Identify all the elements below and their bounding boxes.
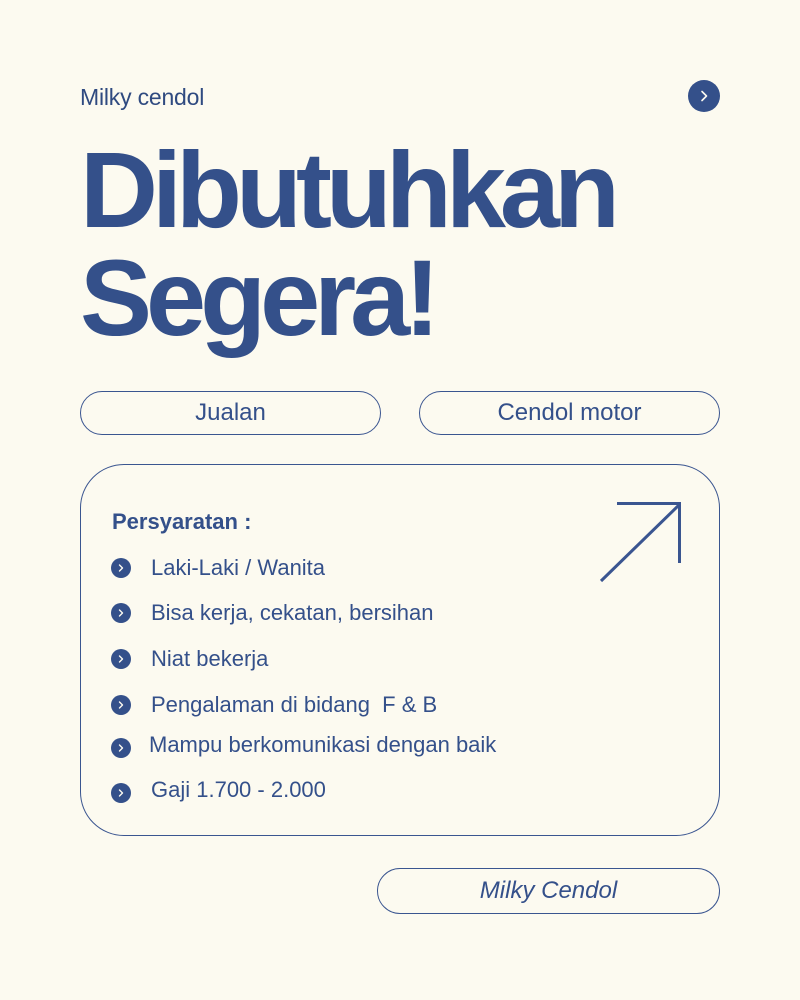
requirement-text: Mampu berkomunikasi dengan baik — [149, 732, 497, 757]
bullet-chevron-icon — [111, 649, 131, 669]
requirement-item — [111, 555, 325, 581]
requirement-text: Pengalaman di bidang F & B — [151, 692, 438, 717]
bullet-chevron-icon — [111, 603, 131, 623]
requirement-item — [111, 646, 268, 672]
requirement-text: Gaji 1.700 - 2.000 — [151, 777, 326, 802]
requirement-item — [111, 732, 496, 758]
chevron-right-icon — [697, 89, 711, 103]
tag-cendol-motor: Cendol motor — [419, 391, 720, 435]
next-button[interactable] — [688, 80, 720, 112]
requirements-title: Persyaratan : — [112, 509, 252, 534]
bullet-chevron-icon — [111, 695, 131, 715]
headline-line-1: Dibutuhkan — [80, 129, 614, 250]
bullet-chevron-icon — [111, 738, 131, 758]
brand-name: Milky cendol — [80, 84, 205, 110]
requirement-text: Niat bekerja — [151, 646, 269, 671]
headline — [80, 129, 614, 358]
requirement-text: Laki-Laki / Wanita — [151, 555, 326, 580]
bullet-chevron-icon — [111, 783, 131, 803]
requirement-item — [111, 692, 437, 718]
footer-brand-pill: Milky Cendol — [377, 868, 720, 914]
headline-line-2: Segera! — [80, 237, 435, 358]
requirement-text: Bisa kerja, cekatan, bersihan — [151, 600, 434, 625]
requirements-card — [80, 464, 720, 836]
bullet-chevron-icon — [111, 558, 131, 578]
tag-jualan: Jualan — [80, 391, 381, 435]
requirement-item — [111, 600, 434, 626]
requirement-item — [111, 777, 326, 803]
arrow-up-right-icon — [597, 501, 687, 587]
